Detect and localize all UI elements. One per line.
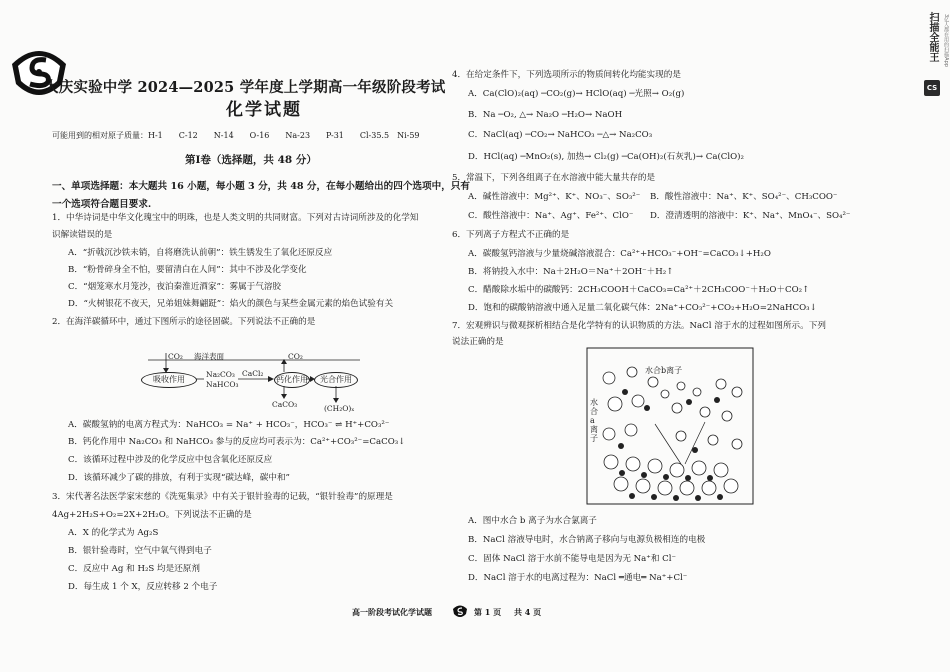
q7-option-d: D．NaCl 溶于水的电离过程为：NaCl ═通电═ Na⁺+Cl⁻ <box>468 573 688 583</box>
carbon-cycle-diagram <box>138 349 370 415</box>
q7-option-c: C．固体 NaCl 溶于水前不能导电是因为无 Na⁺和 Cl⁻ <box>468 554 677 564</box>
diagram-co2: CO₂ <box>168 352 183 361</box>
diagram-cacl2: CaCl₂ <box>242 369 264 378</box>
q3-option-c: C．反应中 Ag 和 H₂S 均是还原剂 <box>68 564 200 574</box>
q4-option-a: A．Ca(ClO)₂(aq) ─CO₂(g)→ HClO(aq) ─光照→ O₂(g) <box>468 89 685 99</box>
diagram-ch2o: (CH₂O)ₓ <box>324 404 355 413</box>
q1-option-b: B．“粉骨碎身全不怕，要留清白在人间”：其中不涉及化学变化 <box>68 265 307 275</box>
q7-option-a: A．图中水合 b 离子为水合氯离子 <box>468 516 597 526</box>
q3-option-a: A．X 的化学式为 Ag₂S <box>68 528 159 538</box>
diagram-photosynthesis: 光合作用 <box>314 372 358 388</box>
school-title: 大庆实验中学 2024—2025 学年度上学期高一年级阶段考试 <box>44 79 446 96</box>
q6-option-c: C．醋酸除水垢中的碳酸钙：2CH₃COOH＋CaCO₃=Ca²⁺＋2CH₃COO⁻＋H₂O＋CO₂↑ <box>468 285 810 295</box>
q6-option-b: B．将钠投入水中：Na＋2H₂O＝Na⁺＋2OH⁻＋H₂↑ <box>468 267 674 277</box>
q6-stem: 6．下列离子方程式不正确的是 <box>452 230 570 240</box>
footer-page: 第 1 页 <box>474 607 502 617</box>
label-hydrated-a: 水合a离子 <box>590 398 598 443</box>
q5-option-b: B．酸性溶液中：Na⁺、K⁺、SO₄²⁻、CH₃COO⁻ <box>650 192 838 202</box>
q7-stem: 7．宏观辨识与微观探析相结合是化学特有的认识物质的方法。NaCl 溶于水的过程如图所示。下列 <box>452 321 826 331</box>
diagram-absorb: 吸收作用 <box>141 372 197 388</box>
q1-stem: 1．中华诗词是中华文化瑰宝中的明珠，也是人类文明的共同财富。下列对古诗词所涉及的化学知 <box>52 213 419 223</box>
q4-option-b: B．Na ─O₂, △→ Na₂O ─H₂O→ NaOH <box>468 110 623 120</box>
q2-option-d: D．该循环减少了碳的排放，有利于实现“碳达峰，碳中和” <box>68 473 290 483</box>
footer-logo <box>452 604 468 618</box>
q7-stem-2: 说法正确的是 <box>452 337 504 347</box>
footer-title: 高一阶段考试化学试题 <box>352 607 432 617</box>
q6-option-d: D．饱和的碳酸钠溶液中通入足量二氧化碳气体：2Na⁺+CO₃²⁻+CO₂+H₂O=2NaHCO₃↓ <box>468 303 817 313</box>
q1-option-a: A．“折戟沉沙铁未销，自将磨洗认前朝”：铁生锈发生了氧化还原反应 <box>68 248 333 258</box>
part1-title: 第Ⅰ卷（选择题，共 48 分） <box>185 154 317 166</box>
q6-option-a: A．碳酸氢钙溶液与少量烧碱溶液混合：Ca²⁺+HCO₃⁻+OH⁻=CaCO₃↓+H₂O <box>468 249 771 259</box>
q1-option-d: D．“火树银花不夜天，兄弟姐妹舞翩跹”：焰火的颜色与某些金属元素的焰色试验有关 <box>68 299 394 309</box>
q4-option-d: D．HCl(aq) ─MnO₂(s), 加热→ Cl₂(g) ─Ca(OH)₂(石灰乳)→ Ca(ClO)₂ <box>468 152 744 162</box>
q1-stem-2: 识解读错误的是 <box>52 230 113 240</box>
q2-option-c: C．该循环过程中涉及的化学反应中包含氧化还原反应 <box>68 455 273 465</box>
atomic-masses: 可能用到的相对原子质量：H-1 C-12 N-14 O-16 Na-23 P-31 Cl-35.5 Ni-59 <box>52 131 420 140</box>
q3-stem: 3．宋代著名法医学家宋慈的《洗冤集录》中有关于银针验毒的记载，“银针验毒”的原理是 <box>52 492 393 502</box>
q3-option-d: D．每生成 1 个 X，反应转移 2 个电子 <box>68 582 218 592</box>
q2-stem: 2．在海洋碳循环中，通过下图所示的途径固碳。下列说法不正确的是 <box>52 317 316 327</box>
label-hydrated-b: 水合b离子 <box>645 366 683 375</box>
scanner-name: 扫描全能王 <box>927 12 938 62</box>
q5-option-c: C．酸性溶液中：Na⁺、Ag⁺、Fe²⁺、ClO⁻ <box>468 211 634 221</box>
q3-option-b: B．银针验毒时，空气中氧气得到电子 <box>68 546 212 556</box>
q4-stem: 4．在给定条件下，下列选项所示的物质间转化均能实现的是 <box>452 70 681 80</box>
section-heading-2: 一个选项符合题目要求. <box>52 199 152 210</box>
diagram-nahco3: NaHCO₃ <box>206 380 239 389</box>
scanner-tagline: 3亿人都在用的扫描App <box>943 14 949 67</box>
q5-option-d: D．澄清透明的溶液中：K⁺、Na⁺、MnO₄⁻、SO₄²⁻ <box>650 211 851 221</box>
q2-option-a: A．碳酸氢钠的电离方程式为：NaHCO₃ = Na⁺ + HCO₃⁻，HCO₃⁻ ⇌ H⁺+CO₃²⁻ <box>68 420 390 430</box>
q1-option-c: C．“烟笼寒水月笼沙，夜泊秦淮近酒家”：雾属于气溶胶 <box>68 282 282 292</box>
q2-option-b: B．钙化作用中 Na₂CO₃ 和 NaHCO₃ 参与的反应均可表示为：Ca²⁺+CO₃²⁻=CaCO₃↓ <box>68 437 406 447</box>
diagram-co2-release: CO₂ <box>288 352 303 361</box>
diagram-ocean-surface: 海洋表面 <box>194 352 224 361</box>
q7-option-b: B．NaCl 溶液导电时，水合钠离子移向与电源负极相连的电极 <box>468 535 706 545</box>
q4-option-c: C．NaCl(aq) ─CO₂→ NaHCO₃ ─△→ Na₂CO₃ <box>468 130 653 140</box>
q5-option-a: A．碱性溶液中：Mg²⁺、K⁺、NO₃⁻、SO₃²⁻ <box>468 192 641 202</box>
scanner-badge: CS <box>924 80 940 96</box>
q3-stem-2: 4Ag+2H₂S+O₂=2X+2H₂O。下列说法不正确的是 <box>52 510 252 520</box>
scanner-watermark <box>920 10 950 106</box>
diagram-calcify: 钙化作用 <box>274 372 310 388</box>
nacl-dissolution-diagram <box>585 346 755 506</box>
subject-title: 化学试题 <box>226 100 302 120</box>
q5-stem: 5．常温下，下列各组离子在水溶液中能大量共存的是 <box>452 173 656 183</box>
section-heading: 一、单项选择题：本大题共 16 小题，每小题 3 分，共 48 分，在每小题给出的四个选项中，只有 <box>52 181 470 192</box>
diagram-caco3: CaCO₃ <box>272 400 298 409</box>
footer-total: 共 4 页 <box>514 607 542 617</box>
diagram-na2co3: Na₂CO₃ <box>206 370 235 379</box>
